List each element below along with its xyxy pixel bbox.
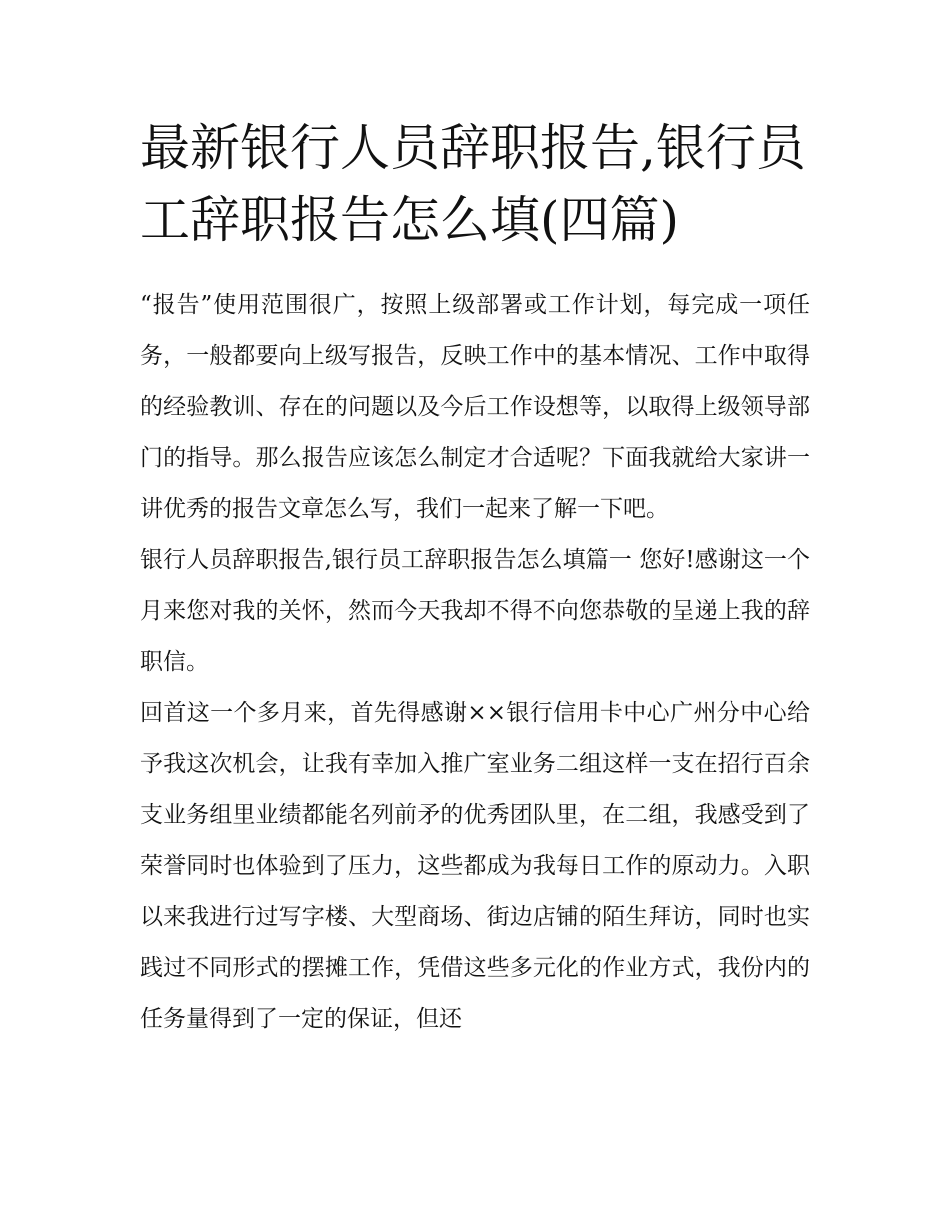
- document-body: [140, 280, 810, 1045]
- intro-paragraph: “报告”使用范围很广，按照上级部署或工作计划，每完成一项任务，一般都要向上级写报告，反映工作中的基本情况、工作中取得的经验教训、存在的问题以及今后工作设想等，以取得上级领导部门的指导。那么报告应该怎么制定才合适呢？下面我就给大家讲一讲优秀的报告文章怎么写，我们一起来了解一下吧。: [140, 292, 810, 522]
- document-title: 最新银行人员辞职报告,银行员工辞职报告怎么填(四篇): [140, 119, 806, 249]
- letter-body-paragraph: 回首这一个多月来，首先得感谢××银行信用卡中心广州分中心给予我这次机会，让我有幸加入推广室业务二组这样一支在招行百余支业务组里业绩都能名列前矛的优秀团队里，在二组，我感受到了荣誉同时也体验到了压力，这些都成为我每日工作的原动力。入职以来我进行过写字楼、大型商场、街边店铺的陌生拜访，同时也实践过不同形式的摆摊工作，凭借这些多元化的作业方式，我份内的任务量得到了一定的保证，但还: [140, 700, 810, 1032]
- letter-opening-paragraph: 银行人员辞职报告,银行员工辞职报告怎么填篇一 您好!感谢这一个月来您对我的关怀，然而今天我却不得不向您恭敬的呈递上我的辞职信。: [140, 547, 810, 675]
